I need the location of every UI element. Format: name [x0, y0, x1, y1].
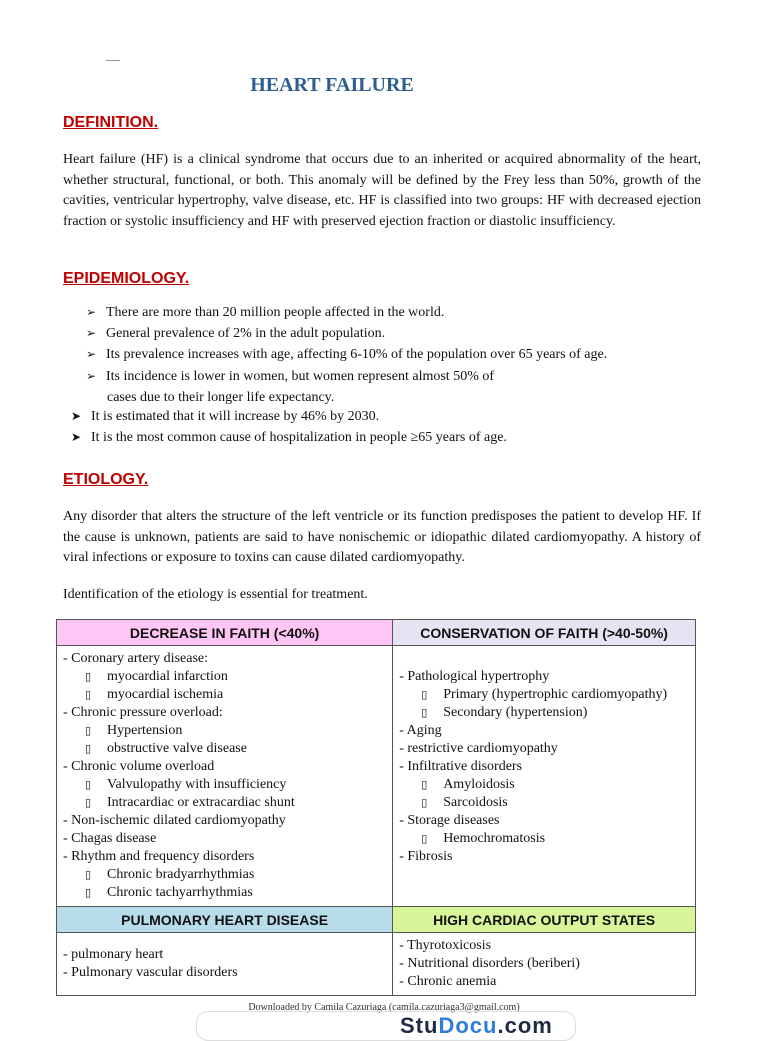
arrow-bullet-icon: ➢: [86, 369, 97, 383]
box-bullet-icon: ▯: [421, 688, 428, 701]
table-cell-high-output: - Thyrotoxicosis - Nutritional disorders (beriberi) - Chronic anemia: [393, 933, 696, 996]
box-bullet-icon: ▯: [85, 886, 92, 899]
box-bullet-icon: ▯: [85, 868, 92, 881]
list-item-continuation: cases due to their longer life expectancy.: [107, 390, 335, 405]
table-cell-pulmonary: - pulmonary heart - Pulmonary vascular disorders: [57, 933, 393, 996]
arrow-bullet-icon: ➢: [86, 326, 97, 340]
table-header-pulmonary: PULMONARY HEART DISEASE: [57, 907, 393, 933]
arrow-bullet-icon: ➢: [86, 305, 97, 319]
box-bullet-icon: ▯: [85, 778, 92, 791]
table-header-high-output: HIGH CARDIAC OUTPUT STATES: [393, 907, 696, 933]
download-footer: Downloaded by Camila Cazuriaga (camila.cazuriaga3@gmail.com): [248, 1002, 520, 1013]
list-item: ➢ General prevalence of 2% in the adult population.: [86, 326, 386, 341]
list-item: ➤ It is estimated that it will increase by 46% by 2030.: [71, 409, 380, 424]
list-item: ➢ Its incidence is lower in women, but women represent almost 50% of: [86, 369, 495, 384]
box-bullet-icon: ▯: [85, 796, 92, 809]
box-bullet-icon: ▯: [85, 724, 92, 737]
epidemiology-heading: EPIDEMIOLOGY.: [63, 270, 190, 287]
table-cell-decrease: - Coronary artery disease: ▯ myocardial infarction ▯ myocardial ischemia - Chronic pressure overload: ▯ Hypertension ▯ obstructive valve disease - Chronic volume overload ▯ Valvulopathy with insufficiency ▯ Intracardiac or extracardiac shunt - Non-ischemic dilated cardiomyopathy - Chagas disease - Rhythm and frequency disorders ▯ Chronic bradyarrhythmias ▯ Chronic tachyarrhythmias: [57, 646, 393, 907]
definition-heading: DEFINITION.: [63, 114, 159, 131]
box-bullet-icon: ▯: [421, 832, 428, 845]
list-item: ➤ It is the most common cause of hospitalization in people ≥65 years of age.: [71, 430, 507, 445]
page-title: HEART FAILURE: [250, 74, 414, 96]
arrow-bullet-icon: ➤: [71, 430, 82, 444]
box-bullet-icon: ▯: [421, 796, 428, 809]
table-header-decrease: DECREASE IN FAITH (<40%): [57, 620, 393, 646]
etiology-note: Identification of the etiology is essential for treatment.: [63, 587, 368, 602]
list-item: ➢ Its prevalence increases with age, affecting 6-10% of the population over 65 years of age.: [86, 347, 608, 362]
table-header-conservation: CONSERVATION OF FAITH (>40-50%): [393, 620, 696, 646]
box-bullet-icon: ▯: [85, 670, 92, 683]
box-bullet-icon: ▯: [421, 706, 428, 719]
etiology-table: [56, 619, 696, 996]
etiology-paragraph: Any disorder that alters the structure of the left ventricle or its function predisposes the patient to develop HF. If the cause is unknown, patients are said to have nonischemic or idiopathic dilated cardiomyopathy. A history of viral infections or exposure to toxins can cause dilated cardiomyopathy.: [63, 509, 701, 565]
etiology-heading: ETIOLOGY.: [63, 471, 149, 488]
list-item: ➢ There are more than 20 million people affected in the world.: [86, 305, 445, 320]
arrow-bullet-icon: ➤: [71, 409, 82, 423]
box-bullet-icon: ▯: [85, 742, 92, 755]
box-bullet-icon: ▯: [421, 778, 428, 791]
watermark-logo: StuDocu.com: [400, 1013, 553, 1038]
arrow-bullet-icon: ➢: [86, 347, 97, 361]
definition-paragraph: Heart failure (HF) is a clinical syndrome that occurs due to an inherited or acquired abnormality of the heart, whether structural, functional, or both. This anomaly will be defined by the Frey less than 50%, growth of the cavities, ventricular hypertrophy, valve disease, etc. HF is classified into two groups: HF with decreased ejection fraction or systolic insufficiency and HF with preserved ejection fraction or diastolic insufficiency.: [63, 152, 701, 229]
box-bullet-icon: ▯: [85, 688, 92, 701]
table-cell-conservation: - Pathological hypertrophy ▯ Primary (hypertrophic cardiomyopathy) ▯ Secondary (hypertension) - Aging - restrictive cardiomyopathy - Infiltrative disorders ▯ Amyloidosis ▯ Sarcoidosis - Storage diseases ▯ Hemochromatosis - Fibrosis: [393, 646, 696, 907]
top-mark: [106, 60, 120, 61]
